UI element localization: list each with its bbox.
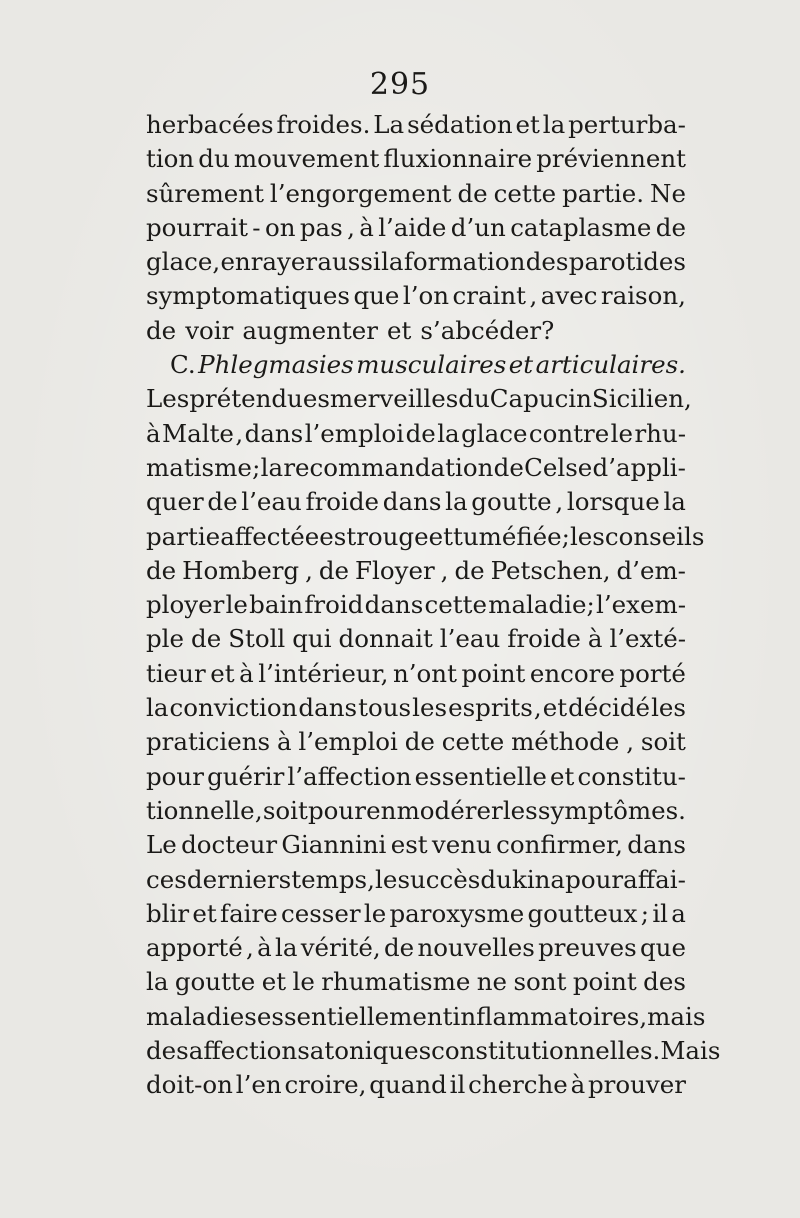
text-line: blir et faire cesser le paroxysme goutteux ; il a bbox=[146, 898, 686, 928]
text-line: glace, enrayer aussi la formation des parotides bbox=[146, 247, 686, 277]
text-line: partie affectée est rouge et tuméfiée; les conseils bbox=[146, 521, 705, 551]
text-line: praticiens à l’emploi de cette méthode , soit bbox=[146, 727, 686, 757]
body-text bbox=[146, 108, 721, 1103]
text-line: maladies essentiellement inflammatoires , mais bbox=[146, 1001, 706, 1031]
text-line: sûrement l’engorgement de cette partie. Ne bbox=[146, 178, 686, 208]
text-line: tion du mouvement fluxionnaire préviennent bbox=[146, 144, 686, 174]
section-heading: C. Phlegmasies musculaires et articulaires. bbox=[170, 350, 686, 380]
text-line: symptomatiques que l’on craint , avec raison, bbox=[146, 281, 686, 311]
text-line: matisme ; la recommandation de Celse d’appli- bbox=[146, 452, 686, 482]
text-line: de Homberg , de Floyer , de Petschen, d’em- bbox=[146, 555, 686, 585]
text-line: herbacées froides. La sédation et la perturba- bbox=[146, 110, 686, 139]
text-line: la goutte et le rhumatisme ne sont point des bbox=[146, 967, 686, 997]
text-line: tionnelle , soit pour en modérer les symptômes. bbox=[146, 795, 686, 825]
text-line: Les prétendues merveilles du Capucin Sicilien, bbox=[146, 384, 692, 414]
text-line: ces derniers temps, le succès du kina pour affai- bbox=[146, 864, 686, 894]
text-line: tieur et à l’intérieur, n’ont point encore porté bbox=[146, 658, 686, 688]
text-line: la conviction dans tous les esprits , et décidé les bbox=[146, 693, 686, 723]
text-line: ployer le bain froid dans cette maladie; l’exem- bbox=[146, 590, 686, 620]
text-line: Le docteur Giannini est venu confirmer, dans bbox=[146, 830, 686, 860]
page-number: 295 bbox=[369, 67, 431, 102]
text-line: quer de l’eau froide dans la goutte , lorsque la bbox=[146, 487, 686, 517]
text-line: pourrait - on pas , à l’aide d’un cataplasme de bbox=[146, 212, 686, 242]
text-line: à Malte , dans l’emploi de la glace contre le rhu- bbox=[146, 418, 686, 448]
text-line: pour guérir l’affection essentielle et constitu- bbox=[146, 761, 686, 791]
text-line: apporté , à la vérité, de nouvelles preuves que bbox=[146, 933, 686, 963]
text-line: ple de Stoll qui donnait l’eau froide à l’exté- bbox=[146, 624, 686, 654]
text-line: doit-on l’en croire, quand il cherche à prouver bbox=[146, 1070, 686, 1100]
text-line: des affections atoniques constitutionnelles. Mais bbox=[146, 1036, 721, 1066]
text-line: de voir augmenter et s’abcéder? bbox=[146, 315, 555, 345]
